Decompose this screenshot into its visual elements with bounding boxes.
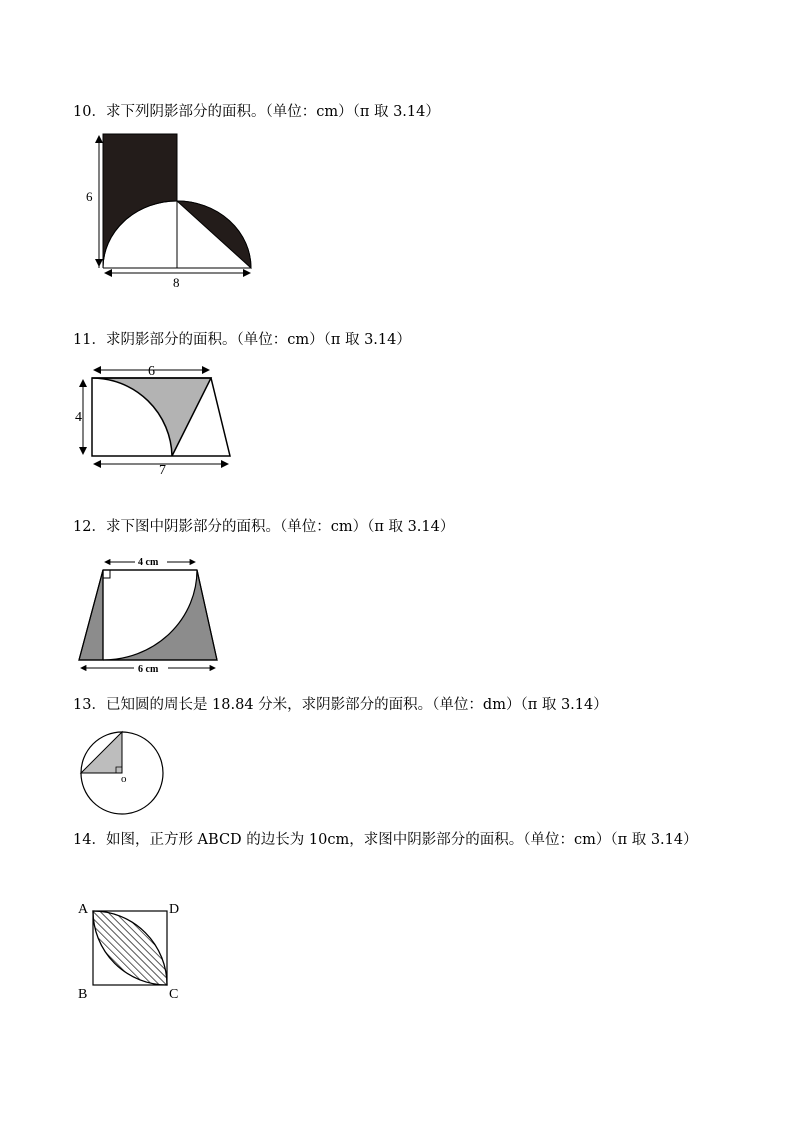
- figure-14: [72, 898, 192, 1008]
- label-A: A: [78, 902, 89, 917]
- question-number: 13．: [73, 697, 106, 713]
- shaded-leaf: [93, 911, 167, 985]
- label-D: D: [169, 902, 180, 917]
- question-number: 14．: [73, 832, 106, 848]
- figure-11-drawing: [72, 358, 242, 478]
- label-left: 4: [75, 410, 82, 425]
- label-center: o: [121, 773, 127, 785]
- question-number: 10．: [73, 104, 106, 120]
- figure-10: [80, 128, 260, 293]
- label-C: C: [169, 987, 179, 1002]
- question-14: [73, 827, 713, 853]
- question-11: [73, 327, 723, 353]
- figure-13: [72, 726, 172, 821]
- figure-10-drawing: [80, 128, 260, 293]
- label-height: 6: [86, 189, 93, 204]
- shaded-region: [92, 378, 211, 456]
- label-width: 8: [173, 275, 180, 290]
- label-bottom: 6 cm: [138, 664, 159, 675]
- question-number: 12．: [73, 519, 106, 535]
- question-number: 11．: [73, 332, 106, 348]
- question-12: [73, 514, 723, 540]
- shaded-region-right: [177, 201, 251, 268]
- label-top: 6: [148, 364, 155, 379]
- question-text: 已知圆的周长是 18.84 分米，求阴影部分的面积。（单位：dm）（π 取 3.14）: [105, 697, 608, 713]
- figure-14-drawing: [72, 898, 192, 1008]
- question-13: [73, 692, 723, 718]
- shaded-region-left: [103, 134, 177, 268]
- question-text: 求下图中阴影部分的面积。（单位：cm）（π 取 3.14）: [105, 519, 455, 535]
- figure-13-drawing: [72, 726, 172, 821]
- label-bottom: 7: [159, 463, 166, 478]
- question-10: [73, 99, 723, 125]
- question-text: 如图，正方形 ABCD 的边长为 10cm，求图中阴影部分的面积。（单位：cm）（π 取 3.14）: [105, 832, 698, 848]
- figure-12: [72, 552, 232, 682]
- question-text: 求下列阴影部分的面积。（单位：cm）（π 取 3.14）: [105, 104, 440, 120]
- label-B: B: [78, 987, 88, 1002]
- label-top: 4 cm: [138, 557, 159, 568]
- question-text: 求阴影部分的面积。（单位：cm）（π 取 3.14）: [105, 332, 411, 348]
- figure-12-drawing: [72, 552, 232, 682]
- figure-11: [72, 358, 242, 478]
